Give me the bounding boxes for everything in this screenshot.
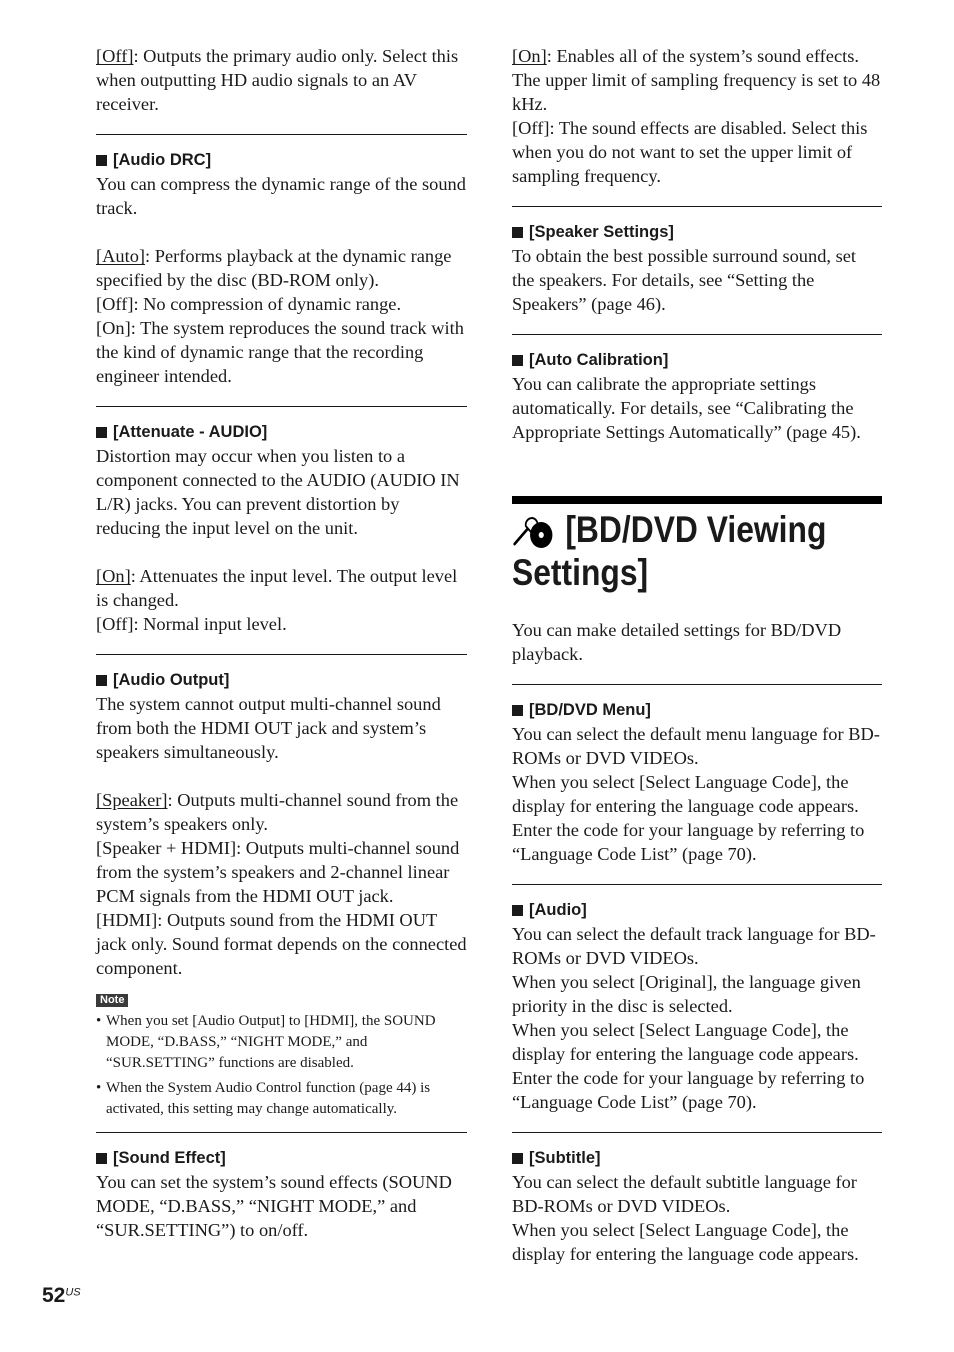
- option-on: [On]: Enables all of the system’s sound effects. The upper limit of sampling frequency is set to 48 kHz.: [512, 46, 881, 114]
- square-bullet-icon: [512, 705, 523, 716]
- option-off: [Off]: Normal input level.: [96, 614, 287, 634]
- section-description: Distortion may occur when you listen to a component connected to the AUDIO (AUDIO IN L/R) jacks. You can prevent distortion by reducing the input level on the unit.: [96, 446, 460, 538]
- page-number: $52^{US}$: [42, 1284, 81, 1307]
- audio-output-section: [96, 654, 467, 1120]
- section-heading: [Audio DRC]: [96, 148, 467, 172]
- speaker-settings-section: [512, 206, 882, 316]
- section-heading: [Audio Output]: [96, 668, 467, 692]
- note-badge: Note: [96, 994, 128, 1007]
- section-description: You can compress the dynamic range of the sound track.: [96, 174, 466, 218]
- off-option-text: [Off]: Outputs the primary audio only. Select this when outputting HD audio signals to an AV receiver.: [96, 46, 459, 114]
- section-heading: [Sound Effect]: [96, 1146, 467, 1170]
- left-column: [96, 44, 467, 1242]
- section-heading: [BD/DVD Menu]: [512, 698, 882, 722]
- section-description: You can set the system’s sound effects (SOUND MODE, “D.BASS,” “NIGHT MODE,” and “SUR.SETTING”) to on/off.: [96, 1172, 452, 1240]
- square-bullet-icon: [512, 1153, 523, 1164]
- section-description: The system cannot output multi-channel sound from both the HDMI OUT jack and system’s speakers simultaneously.: [96, 694, 441, 762]
- option-on: [On]: The system reproduces the sound track with the kind of dynamic range that the recording engineer intended.: [96, 318, 464, 386]
- option-off: [Off]: The sound effects are disabled. Select this when you do not want to set the upper limit of sampling frequency.: [512, 118, 868, 186]
- square-bullet-icon: [512, 905, 523, 916]
- section-intro: You can make detailed settings for BD/DVD playback.: [512, 620, 842, 664]
- section-heading: [Audio]: [512, 898, 882, 922]
- square-bullet-icon: [512, 227, 523, 238]
- section-heading: [Attenuate - AUDIO]: [96, 420, 467, 444]
- auto-calibration-section: [512, 334, 882, 444]
- section-description: You can calibrate the appropriate settings automatically. For details, see “Calibrating the Appropriate Settings Automatically” (page 45).: [512, 374, 861, 442]
- bd-dvd-section-header: [512, 496, 882, 594]
- note-item: • When the System Audio Control function (page 44) is activated, this setting may change automatically.: [96, 1078, 467, 1120]
- option-auto: [Auto]: Performs playback at the dynamic range specified by the disc (BD-ROM only).: [96, 246, 452, 290]
- option-off: [Off]: No compression of dynamic range.: [96, 294, 402, 314]
- wrench-disc-icon: [512, 510, 557, 550]
- audio-drc-section: [96, 134, 467, 388]
- square-bullet-icon: [512, 355, 523, 366]
- section-description: To obtain the best possible surround sound, set the speakers. For details, see “Setting the Speakers” (page 46).: [512, 246, 857, 314]
- right-column: [512, 44, 882, 1266]
- subtitle-section: [Subtitle] You can select the default subtitle language for BD-ROMs or DVD VIDEOs. When you select [Select Language Code], the display for entering the language code appears.: [512, 1132, 882, 1266]
- bd-dvd-menu-section: [BD/DVD Menu] You can select the default menu language for BD-ROMs or DVD VIDEOs. When you select [Select Language Code], the display for entering the language code appears. Enter the code for your language by referring to “Language Code List” (page 70).: [512, 684, 882, 866]
- option-speaker: [Speaker]: Outputs multi-channel sound from the system’s speakers only.: [96, 790, 459, 834]
- square-bullet-icon: [96, 155, 107, 166]
- square-bullet-icon: [96, 1153, 107, 1164]
- note-item: • When you set [Audio Output] to [HDMI], the SOUND MODE, “D.BASS,” “NIGHT MODE,” and “SUR.SETTING” functions are disabled.: [96, 1011, 467, 1074]
- audio-language-section: [Audio] You can select the default track language for BD-ROMs or DVD VIDEOs. When you select [Original], the language given priority in the disc is selected. When you select [Select Language Code], the display for entering the language code appears. Enter the code for your language by referring to “Language Code List” (page 70).: [512, 884, 882, 1114]
- default-option-marker: [Off]: [96, 46, 134, 66]
- option-hdmi: [HDMI]: Outputs sound from the HDMI OUT jack only. Sound format depends on the connected component.: [96, 910, 467, 978]
- option-speaker-hdmi: [Speaker + HDMI]: Outputs multi-channel sound from the system’s speakers and 2-channel linear PCM signals from the HDMI OUT jack.: [96, 838, 460, 906]
- square-bullet-icon: [96, 427, 107, 438]
- section-heading: [Speaker Settings]: [512, 220, 882, 244]
- sound-effect-section: [96, 1132, 467, 1242]
- square-bullet-icon: [96, 675, 107, 686]
- attenuate-audio-section: [96, 406, 467, 636]
- note-list: [96, 1011, 467, 1120]
- page-title: [BD/DVD Viewing Settings]: [512, 509, 827, 593]
- section-heading: [Subtitle]: [512, 1146, 882, 1170]
- option-on: [On]: Attenuates the input level. The output level is changed.: [96, 566, 458, 610]
- section-heading: [Auto Calibration]: [512, 348, 882, 372]
